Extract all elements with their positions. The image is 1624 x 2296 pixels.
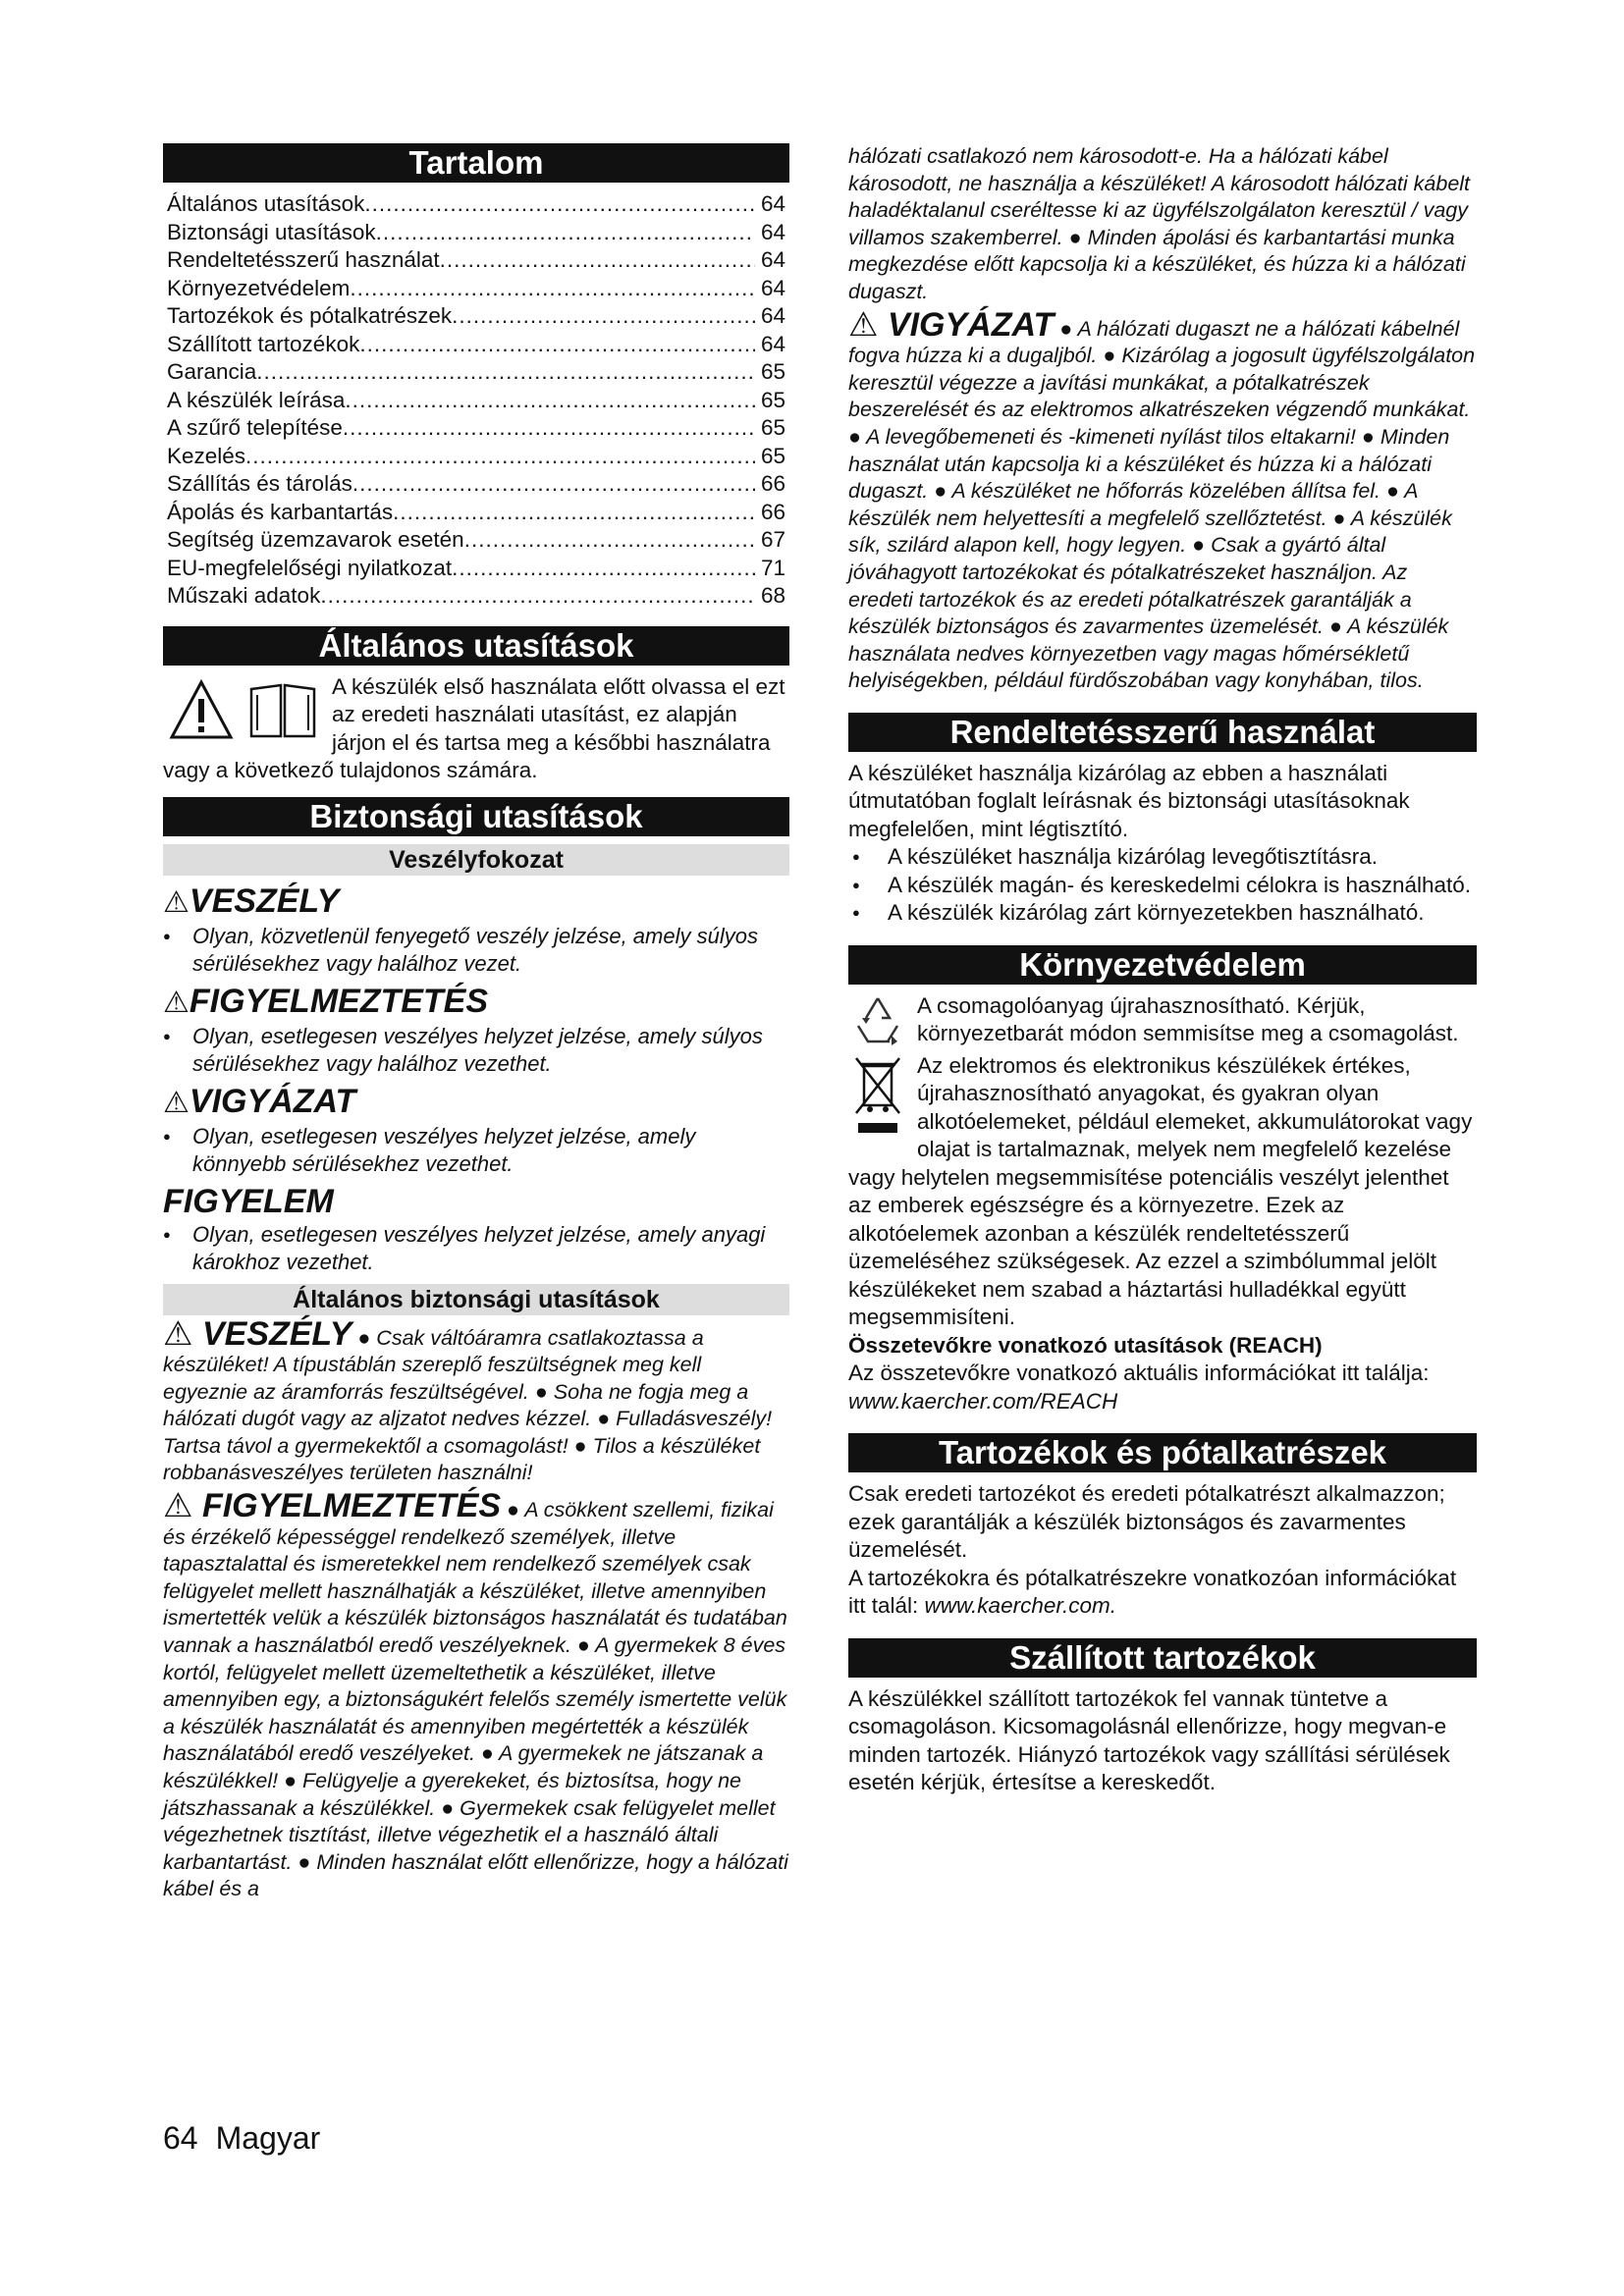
intended-bullets [848,843,1477,928]
levels-title: Veszélyfokozat [163,844,789,876]
toc-item[interactable] [167,358,785,387]
reach-title: Összetevőkre vonatkozó utasítások (REACH) [848,1332,1323,1358]
toc-item[interactable] [167,190,785,219]
list-item: ● A készülék magán- és kereskedelmi célokra is használható. [848,872,1477,900]
reach-text: Az összetevőkre vonatkozó aktuális információkat itt találja: [848,1361,1430,1386]
safety-title: Biztonsági utasítások [163,797,789,836]
accessories-text-1: Csak eredeti tartozékot és eredeti pótalkatrészt alkalmazzon; ezek garantálják a készülék biztonságos és zavarmentes üzemelését. [848,1481,1445,1563]
level-label: VIGYÁZAT [189,1082,356,1120]
toc-leader [376,219,755,247]
right-column [848,143,1477,1797]
warning-triangle-icon: ⚠ [163,986,189,1019]
toc-item-page: 71 [760,555,785,580]
toc-leader [256,358,755,387]
left-column [163,143,789,1903]
toc-item-label: Szállított tartozékok [167,331,360,356]
toc-leader [440,246,755,275]
toc-item[interactable] [167,526,785,555]
toc-item-page: 64 [760,219,785,244]
toc-leader [350,275,755,303]
intended-title: Rendeltetésszerű használat [848,713,1477,752]
list-item: ● A készülék kizárólag zárt környezetekben használható. [848,899,1477,928]
level-description: ● Olyan, esetlegesen veszélyes helyzet jelzése, amely könnyebb sérülésekhez vezethet. [163,1123,789,1178]
toc-item[interactable] [167,555,785,583]
toc-item[interactable] [167,470,785,499]
toc-item-label: Tartozékok és pótalkatrészek [167,303,453,328]
toc-item-label: Garancia [167,359,257,384]
toc-item-label: Környezetvédelem [167,275,351,300]
toc-item[interactable] [167,331,785,359]
reach-paragraph [848,1360,1477,1415]
toc-item-page: 64 [760,331,785,356]
reach-link[interactable]: www.kaercher.com/REACH [848,1388,1118,1414]
toc-leader [359,331,755,359]
toc-item[interactable] [167,219,785,247]
danger-text: ● Csak váltóáramra csatlakoztassa a készüléket! A típustáblán szereplő feszültségnek meg kell egyeznie az áramforrás feszültségével. ● Soha ne fogja meg a hálózati dugót vagy az aljzatot nedves kézzel. ● Fulladásveszély! Tartsa távol a gyermekektől a csomagolást! ● Tilos a készüléket robbanásveszélyes területen használni! [163,1325,773,1485]
toc-item[interactable] [167,275,785,303]
level-description: ● Olyan, esetlegesen veszélyes helyzet jelzése, amely anyagi károkhoz vezethet. [163,1221,789,1276]
toc-item-page: 64 [760,275,785,300]
level-heading [163,982,789,1023]
toc-leader [452,555,755,583]
toc-leader [320,582,755,611]
danger-label: VESZÉLY [201,1314,352,1353]
toc-item-page: 67 [760,527,785,552]
level-label: VESZÉLY [189,881,340,920]
environment-title: Környezetvédelem [848,945,1477,985]
toc-item-label: Ápolás és karbantartás [167,499,394,524]
level-heading [163,881,789,923]
toc-item-page: 64 [760,191,785,216]
weee-text: Az elektromos és elektronikus készülékek értékes, újrahasznosítható anyagokat, és gyakran olyan alkotóelemeket, például elemeket, akkumulátorokat vagy olajat is tartalmaznak, melyek nem megfelelő kezelése vagy helytelen megsemmisítése potenciális veszélyt jelenthet az emberek egészségre és a környezetre. Ezek az alkotóelemek azonban a készülék rendeltetésszerű üzemeléséhez szükségesek. Az ezzel a szimbólummal jelölt készülékeket nem szabad a háztartási hulladékkal együtt megsemmisíteni. [848,1052,1473,1330]
warning-triangle-icon: ⚠ [163,1086,189,1119]
general-safety-title: Általános biztonsági utasítások [163,1284,789,1315]
toc-item-page: 65 [760,443,785,468]
warning-label: FIGYELMEZTETÉS [201,1487,502,1525]
recycle-block [848,992,1477,1048]
toc-item-page: 65 [760,415,785,440]
delivered-text: A készülékkel szállított tartozékok fel vannak tüntetve a csomagoláson. Kicsomagolásnál ellenőrizze, hogy megvan-e minden tartozék. Hiányzó tartozékok vagy szállítási sérülések esetén kérjük, értesítse a kereskedőt. [848,1685,1450,1795]
accessories-paragraph-2 [848,1565,1477,1621]
manual-book-icon [247,679,318,740]
toc-leader [345,387,755,415]
warning-triangle-icon: ⚠ [163,885,189,919]
danger-paragraph [163,1314,789,1488]
warning-triangle-icon: ⚠ [163,1487,193,1525]
toc-leader [343,414,755,443]
warning-triangle-icon: ⚠ [163,1314,193,1353]
toc-item-label: A szűrő telepítése [167,415,343,440]
accessories-link[interactable]: www.kaercher.com. [924,1593,1117,1619]
warning-paragraph [163,1487,789,1903]
page-number: 64 [163,2120,198,2156]
recycle-text: A csomagolóanyag újrahasznosítható. Kérjük, környezetbarát módon semmisítse meg a csomagolást. [917,992,1459,1046]
accessories-text-2: A tartozékokra és pótalkatrészekre vonatkozóan információkat itt talál: [848,1565,1457,1619]
list-item: ● A készüléket használja kizárólag levegőtisztításra. [848,843,1477,872]
toc-item[interactable] [167,582,785,611]
weee-block [848,1052,1477,1332]
toc-item-label: Segítség üzemzavarok esetén [167,527,464,552]
toc-item-page: 68 [760,583,785,608]
toc-item-page: 66 [760,499,785,524]
page-footer [163,2120,338,2157]
toc-item-page: 65 [760,359,785,384]
toc-item-page: 65 [760,387,785,412]
intended-intro: A készüléket használja kizárólag az ebben a használati útmutatóban foglalt leírásnak és biztonsági utasításoknak megfelelően, mint légtisztító. [848,760,1410,841]
toc-item[interactable] [167,387,785,415]
toc-item-label: Műszaki adatok [167,583,321,608]
warning-text: ● A csökkent szellemi, fizikai és érzékelő képességgel rendelkező személyek, illetve tapasztalattal és ismeretekkel nem rendelkező személyek csak felügyelet mellett használhatják a készüléket, illetve amennyiben ismertették velük a készülék biztonságos használatát és tudatában vannak a használatból eredő veszélyeknek. ● A gyermekek 8 éves kortól, felügyelet mellett üzemeltethetik a készüléket, illetve amennyiben egy, a biztonságukért felelős személy ismertette velük a készülék használatát és amennyiben megértették a készülék használatából eredő veszélyeket. ● A gyermekek ne játszanak a készülékkel! ● Felügyelje a gyerekeket, és biztosítsa, hogy ne játszhassanak a készülékkel. ● Gyermekek csak felügyelet mellet végezhetnek tisztítást, illetve végezhetik el a használó általi karbantartást. ● Minden használat előtt ellenőrizze, hogy a hálózati kábel és a [163,1498,788,1901]
delivered-title: Szállított tartozékok [848,1638,1477,1678]
toc-leader [364,190,755,219]
toc-leader [245,443,755,471]
crossed-bin-icon [848,1052,907,1141]
toc-leader [452,302,755,331]
level-heading [163,1182,789,1221]
toc-item[interactable] [167,443,785,471]
toc-item-page: 66 [760,471,785,496]
recycle-icon [848,992,907,1047]
toc-item-label: EU-megfelelőségi nyilatkozat [167,555,453,580]
continued-text: hálózati csatlakozó nem károsodott-e. Ha a hálózati kábel károsodott, ne használja a készüléket! A károsodott hálózati kábelt haladéktalanul cseréltesse ki az ügyfélszolgálaton keresztül / vagy villamos szakemberrel. ● Minden ápolási és karbantartási munka megkezdése előtt kapcsolja ki a készüléket, és húzza ki a hálózati dugaszt. [848,144,1471,303]
toc-item-label: Általános utasítások [167,191,365,216]
toc-title: Tartalom [163,143,789,183]
warning-triangle-icon [169,679,234,740]
level-heading [163,1082,789,1123]
toc-item[interactable] [167,246,785,275]
level-label: FIGYELMEZTETÉS [189,982,489,1020]
toc-leader [352,470,755,499]
warning-triangle-icon: ⚠ [848,305,879,344]
toc-item-label: Rendeltetésszerű használat [167,247,440,272]
toc-item-label: Biztonsági utasítások [167,219,376,244]
accessories-title: Tartozékok és pótalkatrészek [848,1433,1477,1472]
level-description: ● Olyan, közvetlenül fenyegető veszély jelzése, amely súlyos sérülésekhez vagy halálhoz vezet. [163,923,789,978]
footer-language: Magyar [215,2120,321,2156]
caution-text: ● A hálózati dugaszt ne a hálózati kábelnél fogva húzza ki a dugaljból. ● Kizárólag a jogosult ügyfélszolgálaton keresztül végezze a javítási munkákat, a pótalkatrészek beszerelését és az elektromos alkatrészeken végzendő munkákat. ● A levegőbemeneti és -kimeneti nyílást tilos eltakarni! ● Minden használat után kapcsolja ki a készüléket és húzza ki a hálózati dugaszt. ● A készüléket ne hőforrás közelében állítsa fel. ● A készülék nem helyettesíti a megfelelő szellőztetést. ● A készülék sík, szilárd alapon kell, hogy legyen. ● Csak a gyártó által jóváhagyott tartozékokat és pótalkatrészeket használjon. Az eredeti tartozékok és az eredeti pótalkatrészek garantálják a készülék biztonságos és zavarmentes üzemelését. ● A készülék használata nedves környezetben vagy magas hőmérsékletű helyiségekben, például fürdőszobában vagy konyhában, tilos. [848,316,1476,693]
toc-item-page: 64 [760,247,785,272]
toc-item-label: Szállítás és tárolás [167,471,352,496]
toc-leader [393,499,755,527]
level-description: ● Olyan, esetlegesen veszélyes helyzet jelzése, amely súlyos sérülésekhez vagy halálhoz vezethet. [163,1023,789,1078]
table-of-contents [163,190,789,611]
general-title: Általános utasítások [163,626,789,666]
toc-item-label: A készülék leírása [167,387,346,412]
toc-item[interactable] [167,499,785,527]
danger-levels [163,881,789,1276]
general-text: A készülék első használata előtt olvassa el ezt az eredeti használati utasítást, ez alapján járjon el és tartsa meg a későbbi használatra vagy a következő tulajdonos számára. [163,673,785,782]
caution-paragraph [848,305,1477,695]
toc-item[interactable] [167,302,785,331]
toc-item-label: Kezelés [167,443,246,468]
toc-item[interactable] [167,414,785,443]
toc-leader [464,526,755,555]
toc-item-page: 64 [760,303,785,328]
level-label: FIGYELEM [163,1182,334,1220]
general-block [163,673,789,785]
caution-label: VIGYÁZAT [887,305,1055,344]
